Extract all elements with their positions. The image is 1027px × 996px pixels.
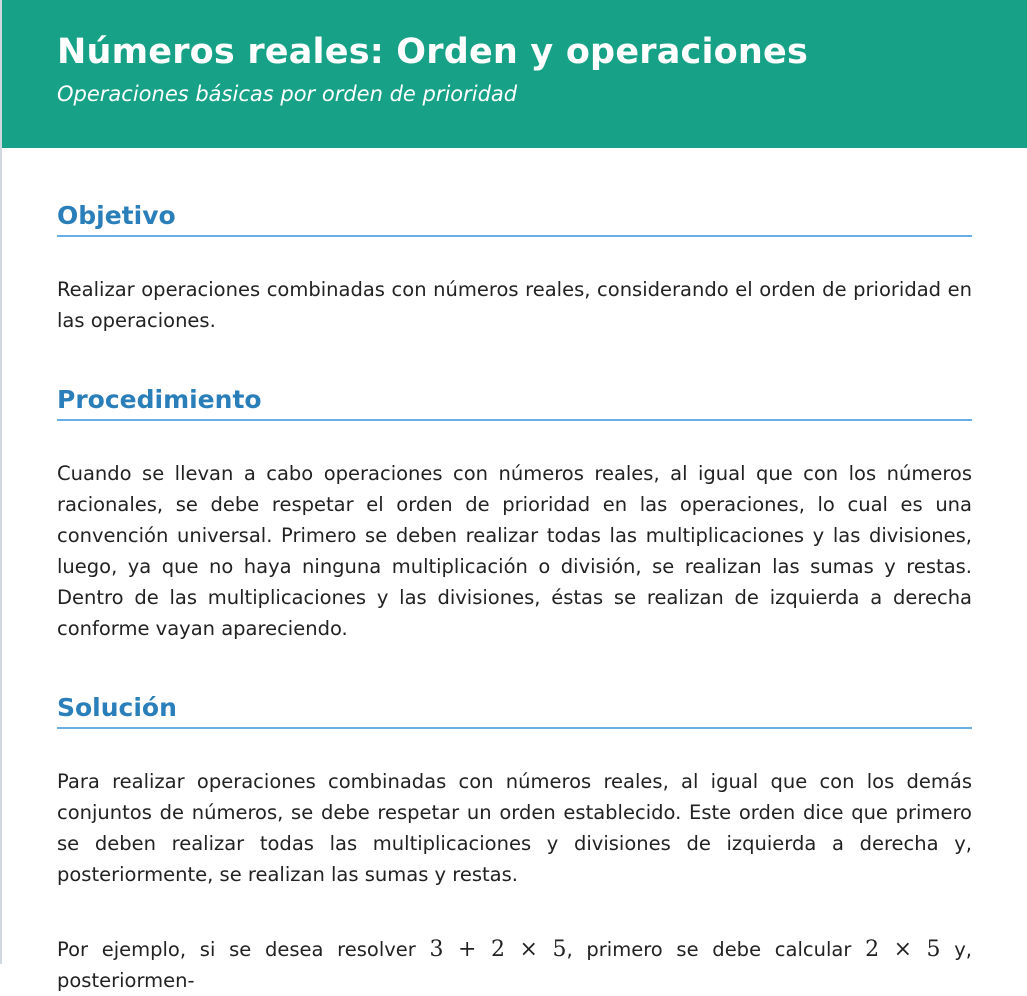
- section-procedimiento: [57, 384, 972, 644]
- example-text-c: y, posteriormen-: [57, 938, 972, 992]
- section-solucion: [57, 692, 972, 996]
- section-title-procedimiento: Procedimiento: [57, 384, 972, 421]
- procedimiento-paragraph: Cuando se llevan a cabo operaciones con números reales, al igual que con los números racionales, se debe respetar el orden de prioridad en las operaciones, lo cual es una convención universal. Primero se deben realizar todas las multiplicaciones y las divisiones, luego, ya que no haya ninguna multiplicación o división, se realizan las sumas y restas. Dentro de las multiplicaciones y las divisiones, éstas se realizan de izquierda a derecha conforme vayan apareciendo.: [57, 462, 972, 640]
- section-objetivo: [57, 200, 972, 336]
- page-subtitle: Operaciones básicas por orden de prioridad: [57, 82, 518, 106]
- objetivo-paragraph: Realizar operaciones combinadas con números reales, considerando el orden de prioridad en las operaciones.: [57, 278, 972, 332]
- document-content: [2, 148, 1027, 996]
- example-text-a: Por ejemplo, si se desea resolver: [57, 938, 430, 961]
- math-expression: 2 × 5: [865, 937, 941, 962]
- example-paragraph: [57, 934, 972, 996]
- page-header: [2, 0, 1027, 148]
- page-title: Números reales: Orden y operaciones: [57, 32, 809, 72]
- solucion-paragraph: Para realizar operaciones combinadas con números reales, al igual que con los demás conjuntos de números, se debe respetar un orden establecido. Este orden dice que primero se deben realizar todas las multiplicaciones y divisiones de izquierda a derecha y, posteriormente, se realizan las sumas y restas.: [57, 770, 972, 886]
- math-expression: 3 + 2 × 5: [429, 937, 567, 962]
- section-title-objetivo: Objetivo: [57, 200, 972, 237]
- example-text-b: , primero se debe calcular: [566, 938, 866, 961]
- section-title-solucion: Solución: [57, 692, 972, 729]
